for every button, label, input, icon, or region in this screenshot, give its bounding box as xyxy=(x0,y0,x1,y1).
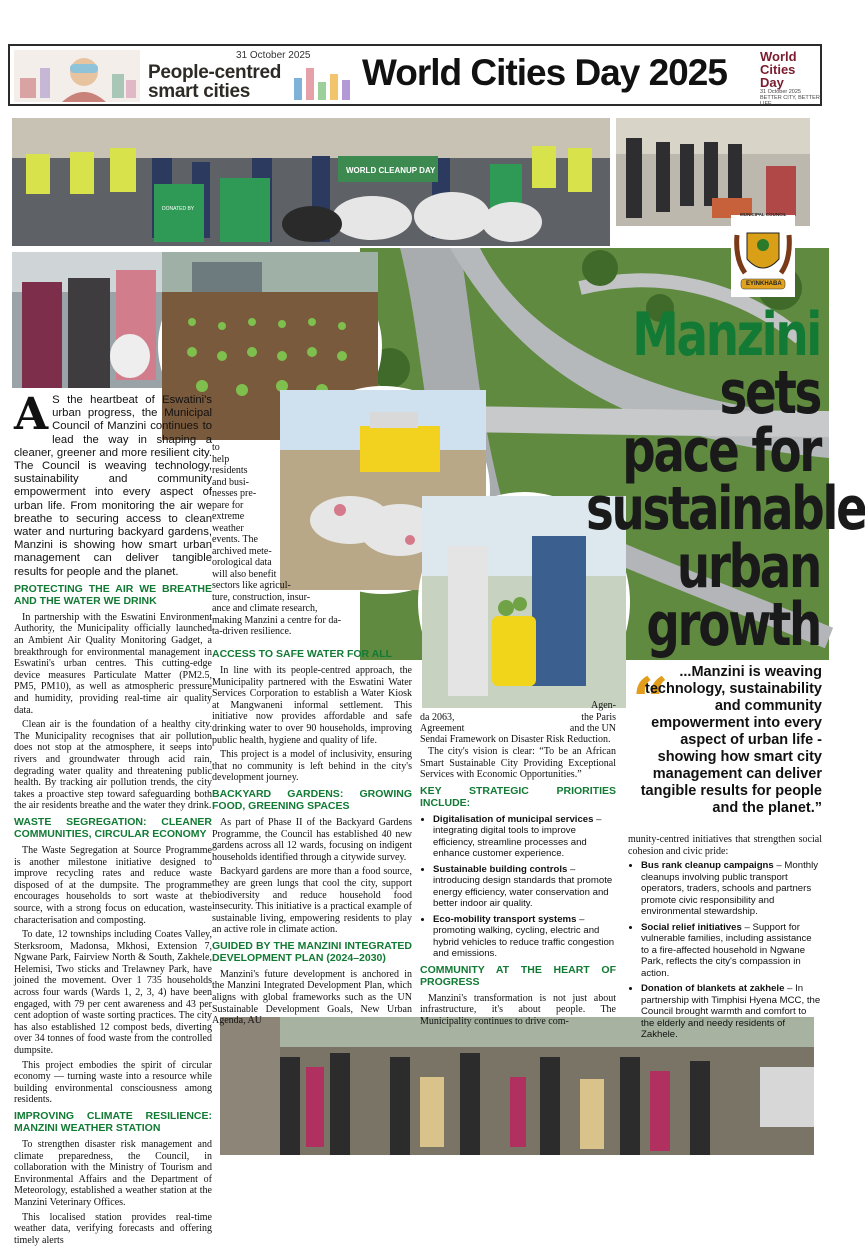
wrap-line: events. The xyxy=(212,534,258,545)
section-heading-gardens: BACKYARD GARDENS: GROWING FOOD, GREENING SPACES xyxy=(212,787,412,812)
wrap-line: will also benefit xyxy=(212,568,277,580)
headline xyxy=(586,300,865,660)
crest-top-text: MUNICIPAL COUNCIL xyxy=(740,212,787,217)
initiative-item-text: – Support for vulnerable families, including assistance to a fire-affected household in Ngwane Park, reflects the city's compassion in action. xyxy=(641,921,812,979)
masthead-banner xyxy=(8,44,822,106)
initiative-item-title: Donation of blankets at zakhele xyxy=(641,983,785,995)
section-heading-air-water: PROTECTING THE AIR WE BREATHE AND THE WATER WE DRINK xyxy=(14,582,212,607)
initiative-item xyxy=(641,860,822,918)
wrap-line: and busi- xyxy=(212,476,249,488)
paragraph: The Waste Segregation at Source Programme is another milestone initiative designed to improve recycling rates and reduce waste disposed of at the dumpsite. The programme encourages households to sort waste at the source, with a strong focus on education, waste characterisation and composting. xyxy=(14,844,212,926)
cleanup-team-photo xyxy=(616,118,810,226)
wrap-line: extreme xyxy=(212,511,245,522)
priority-item-text: – integrating digital tools to improve efficiency, streamline processes and enhance customer experience. xyxy=(433,813,602,860)
paragraph: The city's vision is clear: “To be an African Smart Sustainable City Providing Exceptional Services with Economic Opportunities.” xyxy=(420,746,616,781)
tagline-line2: smart cities xyxy=(148,81,251,102)
article-column-2 xyxy=(212,442,412,638)
headline-highlight: Manzini xyxy=(632,300,820,370)
initiative-item-text: – In partnership with Timphisi Hyena MCC, the Council brought warmth and comfort to the elderly and needy residents of Zakhele. xyxy=(641,983,821,1041)
article-column-3 xyxy=(420,700,616,1031)
priority-item xyxy=(433,814,616,860)
headline-line5: growth xyxy=(646,590,820,660)
paragraph: Clean air is the foundation of a healthy city. The Municipality recognises that air pollution does not stop at the atmosphere, it seeps into rivers and groundwater through acid rain, degrading water quality and threatening public health. By tracking air pollution trends, the city takes a proactive step toward safeguarding both the air residents breathe and the water they drink. xyxy=(14,719,212,812)
wrap-line: weather xyxy=(212,522,244,534)
wrap-line: ture, construction, insur- xyxy=(212,591,311,603)
priority-item-title: Sustainable building controls xyxy=(433,863,568,875)
logo-word3: Day xyxy=(760,75,784,90)
dropcap: A xyxy=(14,389,49,440)
headline-line2: pace for xyxy=(622,416,820,486)
paragraph: Backyard gardens are more than a food source, they are green lungs that cool the city, support biodiversity and reduce household food insecurity. This initiative is a practical example of sustainable living, empowering residents to play an active role in climate action. xyxy=(212,866,412,936)
banner-date: 31 October 2025 xyxy=(236,50,311,61)
paragraph: As part of Phase II of the Backyard Gardens Programme, the Council has established 40 new gardens across all 12 wards, focusing on indigent households identified through a citywide survey. xyxy=(212,816,412,863)
headline-line3: sustainable xyxy=(586,474,865,544)
logo-date: 31 October 2025 xyxy=(760,89,801,95)
quote-mark-icon: “ xyxy=(632,664,669,739)
initiative-item-text: – Monthly cleanups involving public transport operators, traders, schools and partners promote civic responsibility and environmental stewardship. xyxy=(641,860,819,918)
paragraph: In partnership with the Eswatini Environment Authority, the Municipality officially launched an Ambient Air Quality Monitoring Gadget, a breakthrough for environmental management in Eswatini's urban centres. This cutting-edge device measures Particulate Matter (PM2.5, PM5, PM10), as well as atmospheric pressure and humidity, providing real-time air quality data. xyxy=(14,611,212,716)
logo-slogan: BETTER CITY, BETTER LIFE xyxy=(760,95,820,107)
wrap-line: residents xyxy=(212,465,248,476)
paragraph: To strengthen disaster risk management and climate preparedness, the Council, in collaboration with the Ministry of Tourism and Environmental Affairs and the Department of Meteorology, established a weather station at the Manzini Veterinary Offices. xyxy=(14,1139,212,1208)
priority-item xyxy=(433,914,616,960)
paragraph: To date, 12 townships including Coates Valley, Sterksroom, Madonsa, Mkhosi, Extension 7, Ngwane Park, Fairview North & South, Zakhele, Helemisi, Two sticks and Trelawney Park, have joined the movement. Over 1 735 households across four wards (Wards 1, 2, 3, 4) have been engaged, with 79 per cent awareness and 43 per cent adoption of waste sorting practices. The city has also established 12 compost beds, diverting over 34 tonnes of food waste from the controlled dumpsite. xyxy=(14,929,212,1057)
paragraph: This project is a model of inclusivity, ensuring that no community is left behind in the city's development journey. xyxy=(212,749,412,784)
section-heading-community: COMMUNITY AT THE HEART OF PROGRESS xyxy=(420,963,616,988)
wrap-line: nesses pre- xyxy=(212,488,257,499)
initiative-item xyxy=(641,983,822,1041)
wrap-line: making Manzini a centre for da- xyxy=(212,614,342,626)
section-heading-climate: IMPROVING CLIMATE RESILIENCE: MANZINI WEATHER STATION xyxy=(14,1110,212,1134)
paragraph: In line with its people-centred approach, the Municipality partnered with the Eswatini Water Services Corporation to establish a Water Kiosk at Mangwaneni informal settlement. This initiative now provides affordable and safe drinking water to over 90 households, improving public health, hygiene and quality of life. xyxy=(212,665,412,746)
priority-item-title: Digitalisation of municipal services xyxy=(433,813,594,825)
wrap-line: orological data xyxy=(212,557,272,568)
wrap-line: pare for xyxy=(212,499,244,511)
agenda-wrap xyxy=(420,700,616,746)
section-heading-priorities: KEY STRATEGIC PRIORITIES INCLUDE: xyxy=(420,784,616,809)
section-heading-waste: WASTE SEGREGATION: CLEANER COMMUNITIES, CIRCULAR ECONOMY xyxy=(14,815,212,840)
paragraph: This project embodies the spirit of circular economy — turning waste into a resource while building environmental consciousness among residents. xyxy=(14,1059,212,1106)
wrap-line: to xyxy=(212,442,220,453)
headline-line1: sets xyxy=(719,358,820,428)
paragraph: Manzini's future development is anchored in the Manzini Integrated Development Plan, which aligns with global frameworks such as the UN Sustainable Development Goals, New Urban Agenda, AU xyxy=(212,968,412,1027)
initiative-item xyxy=(641,922,822,980)
banner-illustration xyxy=(14,50,140,102)
lead-text: S the heartbeat of Eswatini's urban progress, the Municipal Council of Manzini continues to lead the way in shaping a cleaner, greener and more resilient city. The Council is weaving technology, sustainability and community empowerment into every aspect of urban life. From monitoring the air we breathe to securing access to clean water and nurturing backyard gardens, Manzini is showing how smart urban management can deliver tangible results for people and the planet. xyxy=(14,394,212,578)
article-lead xyxy=(14,389,212,579)
crest-motto: EYINKHABA xyxy=(746,281,782,287)
residents-photo xyxy=(12,252,162,388)
banner-tagline xyxy=(148,63,281,101)
initiative-item-title: Bus rank cleanup campaigns xyxy=(641,860,774,872)
priority-item-text: – introducing design standards that promote energy efficiency, water conservation and better indoor air quality. xyxy=(433,863,613,910)
wrap-line: archived mete- xyxy=(212,545,272,557)
initiative-item-title: Social relief initiatives xyxy=(641,921,742,933)
paragraph: This localised station provides real-time weather data, verifying forecasts and offering timely alerts xyxy=(14,1211,212,1246)
wrap-line: the Paris xyxy=(581,712,616,723)
priority-item-title: Eco-mobility transport systems xyxy=(433,913,577,925)
logo-word1: World xyxy=(760,49,797,64)
wrap-line: Agreement xyxy=(420,723,465,734)
priorities-list xyxy=(420,814,616,960)
article-column-1 xyxy=(14,389,212,1249)
tagline-line1: People-centred xyxy=(148,62,282,83)
wrap-line: Agen- xyxy=(591,700,616,711)
people-illustration xyxy=(292,58,360,102)
paragraph: Manzini's transformation is not just about infrastructure, it's about people. The Municipality continues to drive com- xyxy=(420,992,616,1027)
world-cities-day-logo xyxy=(760,49,820,107)
cleanup-group-photo xyxy=(12,118,610,246)
banner-title: World Cities Day 2025 xyxy=(362,52,727,93)
priority-item-text: – promoting walking, cycling, electric and hybrid vehicles to reduce traffic congestion and emissions. xyxy=(433,913,615,960)
article-column-4 xyxy=(628,834,822,1045)
wrap-line: ance and climate research, xyxy=(212,603,318,614)
bin-label: DONATED BY xyxy=(162,206,195,212)
section-heading-idp: GUIDED BY THE MANZINI INTEGRATED DEVELOPMENT PLAN (2024–2030) xyxy=(212,939,412,964)
cleanup-banner-text: WORLD CLEANUP DAY xyxy=(346,166,436,175)
wrap-line: Sendai Framework on Disaster Risk Reduction. xyxy=(420,734,611,745)
initiatives-list xyxy=(628,860,822,1041)
wrap-line: and the UN xyxy=(569,723,616,734)
wrap-line: ta-driven resilience. xyxy=(212,626,292,637)
article-column-2-lower xyxy=(212,644,412,1030)
priority-item xyxy=(433,864,616,910)
paragraph: munity-centred initiatives that strengthen social cohesion and civic pride: xyxy=(628,834,822,857)
wrap-line: sectors like agricul- xyxy=(212,580,291,591)
logo-word2: Cities xyxy=(760,62,796,77)
wrap-line: help xyxy=(212,453,230,465)
pull-quote: ...Manzini is weaving technology, sustainability and community empowerment into every aspect of urban life - showing how smart city management can deliver tangible results for people and the planet.” xyxy=(640,664,822,816)
wrap-line: da 2063, xyxy=(420,712,455,723)
headline-line4: urban xyxy=(676,532,820,602)
section-heading-safe-water: ACCESS TO SAFE WATER FOR ALL xyxy=(212,648,393,660)
